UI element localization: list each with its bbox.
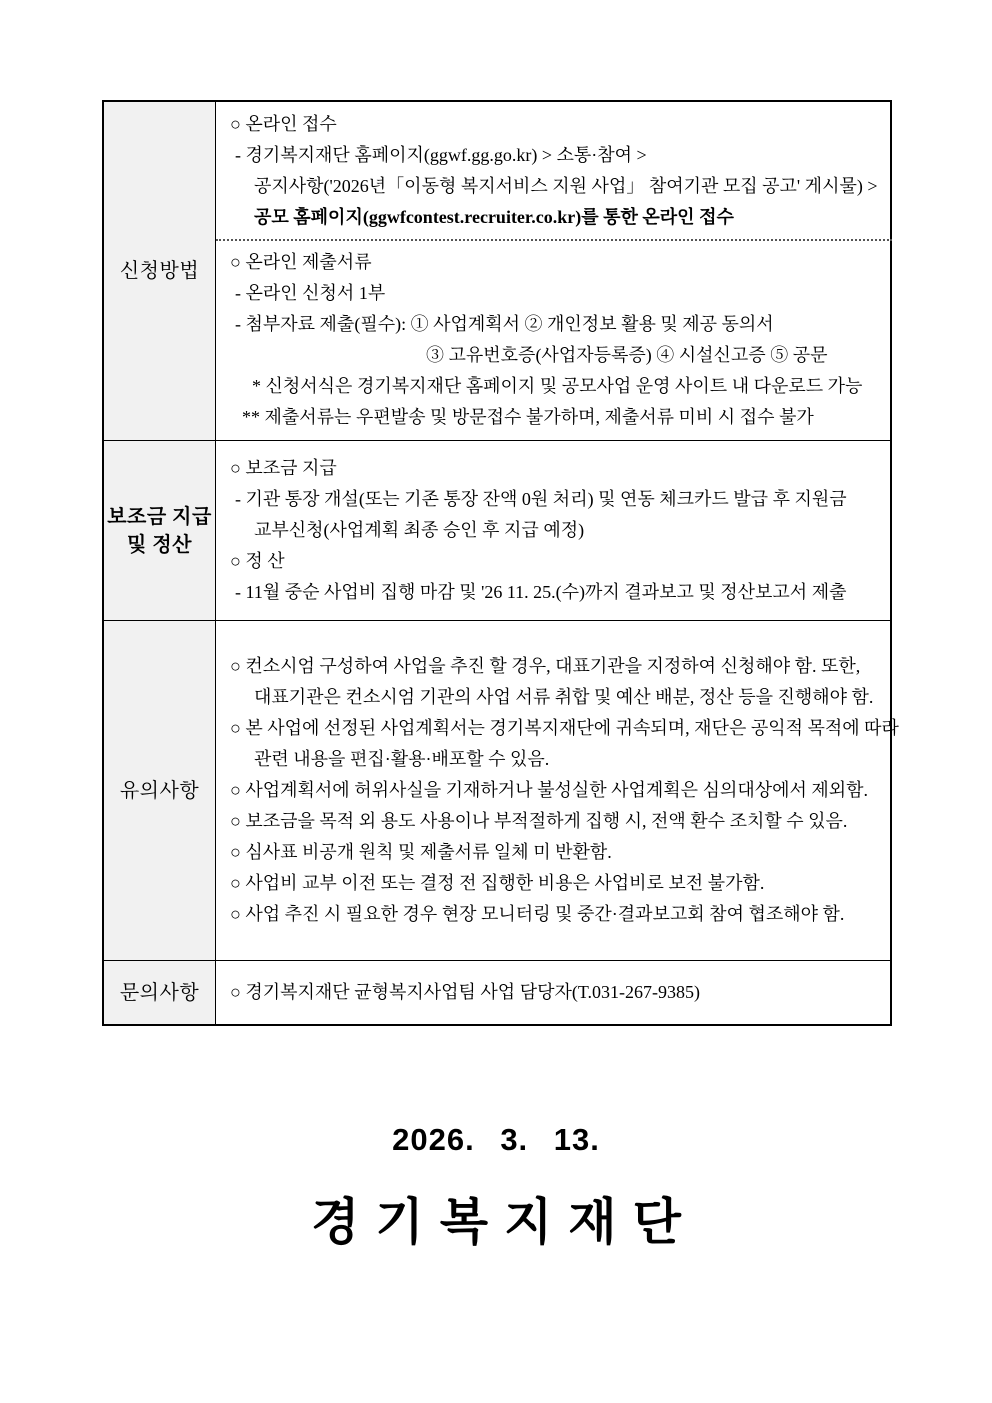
content-line: * 신청서식은 경기복지재단 홈페이지 및 공모사업 운영 사이트 내 다운로드 가능 <box>252 376 863 396</box>
row-content-cell <box>216 102 892 440</box>
row-label-line: 문의사항 <box>119 981 200 1004</box>
row-label-cell <box>104 102 216 440</box>
content-line: ○ 심사표 비공개 원칙 및 제출서류 일체 미 반환함. <box>230 842 612 862</box>
row-label-cell <box>104 441 216 620</box>
row-label-line: 신청방법 <box>119 260 200 282</box>
content-line: ** 제출서류는 우편발송 및 방문접수 불가하며, 제출서류 미비 시 접수 불가 <box>242 407 814 427</box>
row-label-line: 보조금 지급 <box>107 505 212 528</box>
content-line: - 경기복지재단 홈페이지(ggwf.gg.go.kr) > 소통·참여 > <box>235 145 647 165</box>
table-row <box>104 440 890 620</box>
content-line: ○ 보조금을 목적 외 용도 사용이나 부적절하게 집행 시, 전액 환수 조치할 수 있음. <box>230 811 848 831</box>
row-content-cell <box>216 961 890 1024</box>
row-label <box>107 503 212 559</box>
content-section <box>230 453 876 608</box>
content-line: ○ 사업비 교부 이전 또는 결정 전 집행한 비용은 사업비로 보전 불가함. <box>230 873 765 893</box>
content-line: ○ 컨소시엄 구성하여 사업을 추진 할 경우, 대표기관을 지정하여 신청해야 함. 또한, <box>230 656 861 676</box>
content-line: - 11월 중순 사업비 집행 마감 및 '26 11. 25.(수)까지 결과보고 및 정산보고서 제출 <box>235 582 847 602</box>
content-line: 공모 홈페이지(ggwfcontest.recruiter.co.kr)를 통한 온라인 접수 <box>254 207 734 227</box>
content-line: 대표기관은 컨소시엄 기관의 사업 서류 취합 및 예산 배분, 정산 등을 진행해야 함. <box>254 687 874 707</box>
content-section <box>230 651 899 930</box>
footer-organization: 경기복지재단 <box>311 1194 697 1250</box>
row-label <box>120 257 199 285</box>
row-label-line: 및 정산 <box>127 533 192 556</box>
content-line: 교부신청(사업계획 최종 승인 후 지급 예정) <box>254 520 585 540</box>
content-line: ○ 온라인 접수 <box>230 114 337 134</box>
table-row <box>104 960 890 1024</box>
content-line: ○ 정 산 <box>230 551 285 571</box>
section-divider <box>216 239 892 241</box>
content-line: - 첨부자료 제출(필수): ① 사업계획서 ② 개인정보 활용 및 제공 동의서 <box>235 314 774 334</box>
footer-date: 2026. 3. 13. <box>392 1122 600 1157</box>
row-content-cell <box>216 621 913 960</box>
row-label-line: 유의사항 <box>119 779 200 802</box>
content-line: ○ 경기복지재단 균형복지사업팀 사업 담당자(T.031-267-9385) <box>230 982 700 1002</box>
row-label-cell <box>104 621 216 960</box>
content-line: ○ 온라인 제출서류 <box>230 252 372 272</box>
content-section <box>230 247 878 433</box>
content-section <box>230 977 876 1008</box>
row-content-cell <box>216 441 890 620</box>
row-label <box>120 979 199 1007</box>
content-line: ○ 본 사업에 선정된 사업계획서는 경기복지재단에 귀속되며, 재단은 공익적 목적에 따라 <box>230 718 899 738</box>
content-line: 공지사항('2026년「이동형 복지서비스 지원 사업」 참여기관 모집 공고' 게시물) > <box>254 176 878 196</box>
content-section <box>230 109 878 233</box>
content-line: ○ 보조금 지급 <box>230 458 337 478</box>
content-line: ③ 고유번호증(사업자등록증) ④ 시설신고증 ⑤ 공문 <box>426 345 828 365</box>
content-line: 관련 내용을 편집·활용·배포할 수 있음. <box>254 749 550 769</box>
table-row <box>104 620 899 960</box>
row-label <box>120 777 199 805</box>
footer <box>0 1122 992 1254</box>
content-line: - 온라인 신청서 1부 <box>235 283 386 303</box>
content-line: - 기관 통장 개설(또는 기존 통장 잔액 0원 처리) 및 연동 체크카드 발급 후 지원금 <box>235 489 847 509</box>
table-row <box>104 102 890 440</box>
content-line: ○ 사업계획서에 허위사실을 기재하거나 불성실한 사업계획은 심의대상에서 제외함. <box>230 780 869 800</box>
info-table <box>102 100 899 1026</box>
row-label-cell <box>104 961 216 1024</box>
content-line: ○ 사업 추진 시 필요한 경우 현장 모니터링 및 중간·결과보고회 참여 협조해야 함. <box>230 904 845 924</box>
